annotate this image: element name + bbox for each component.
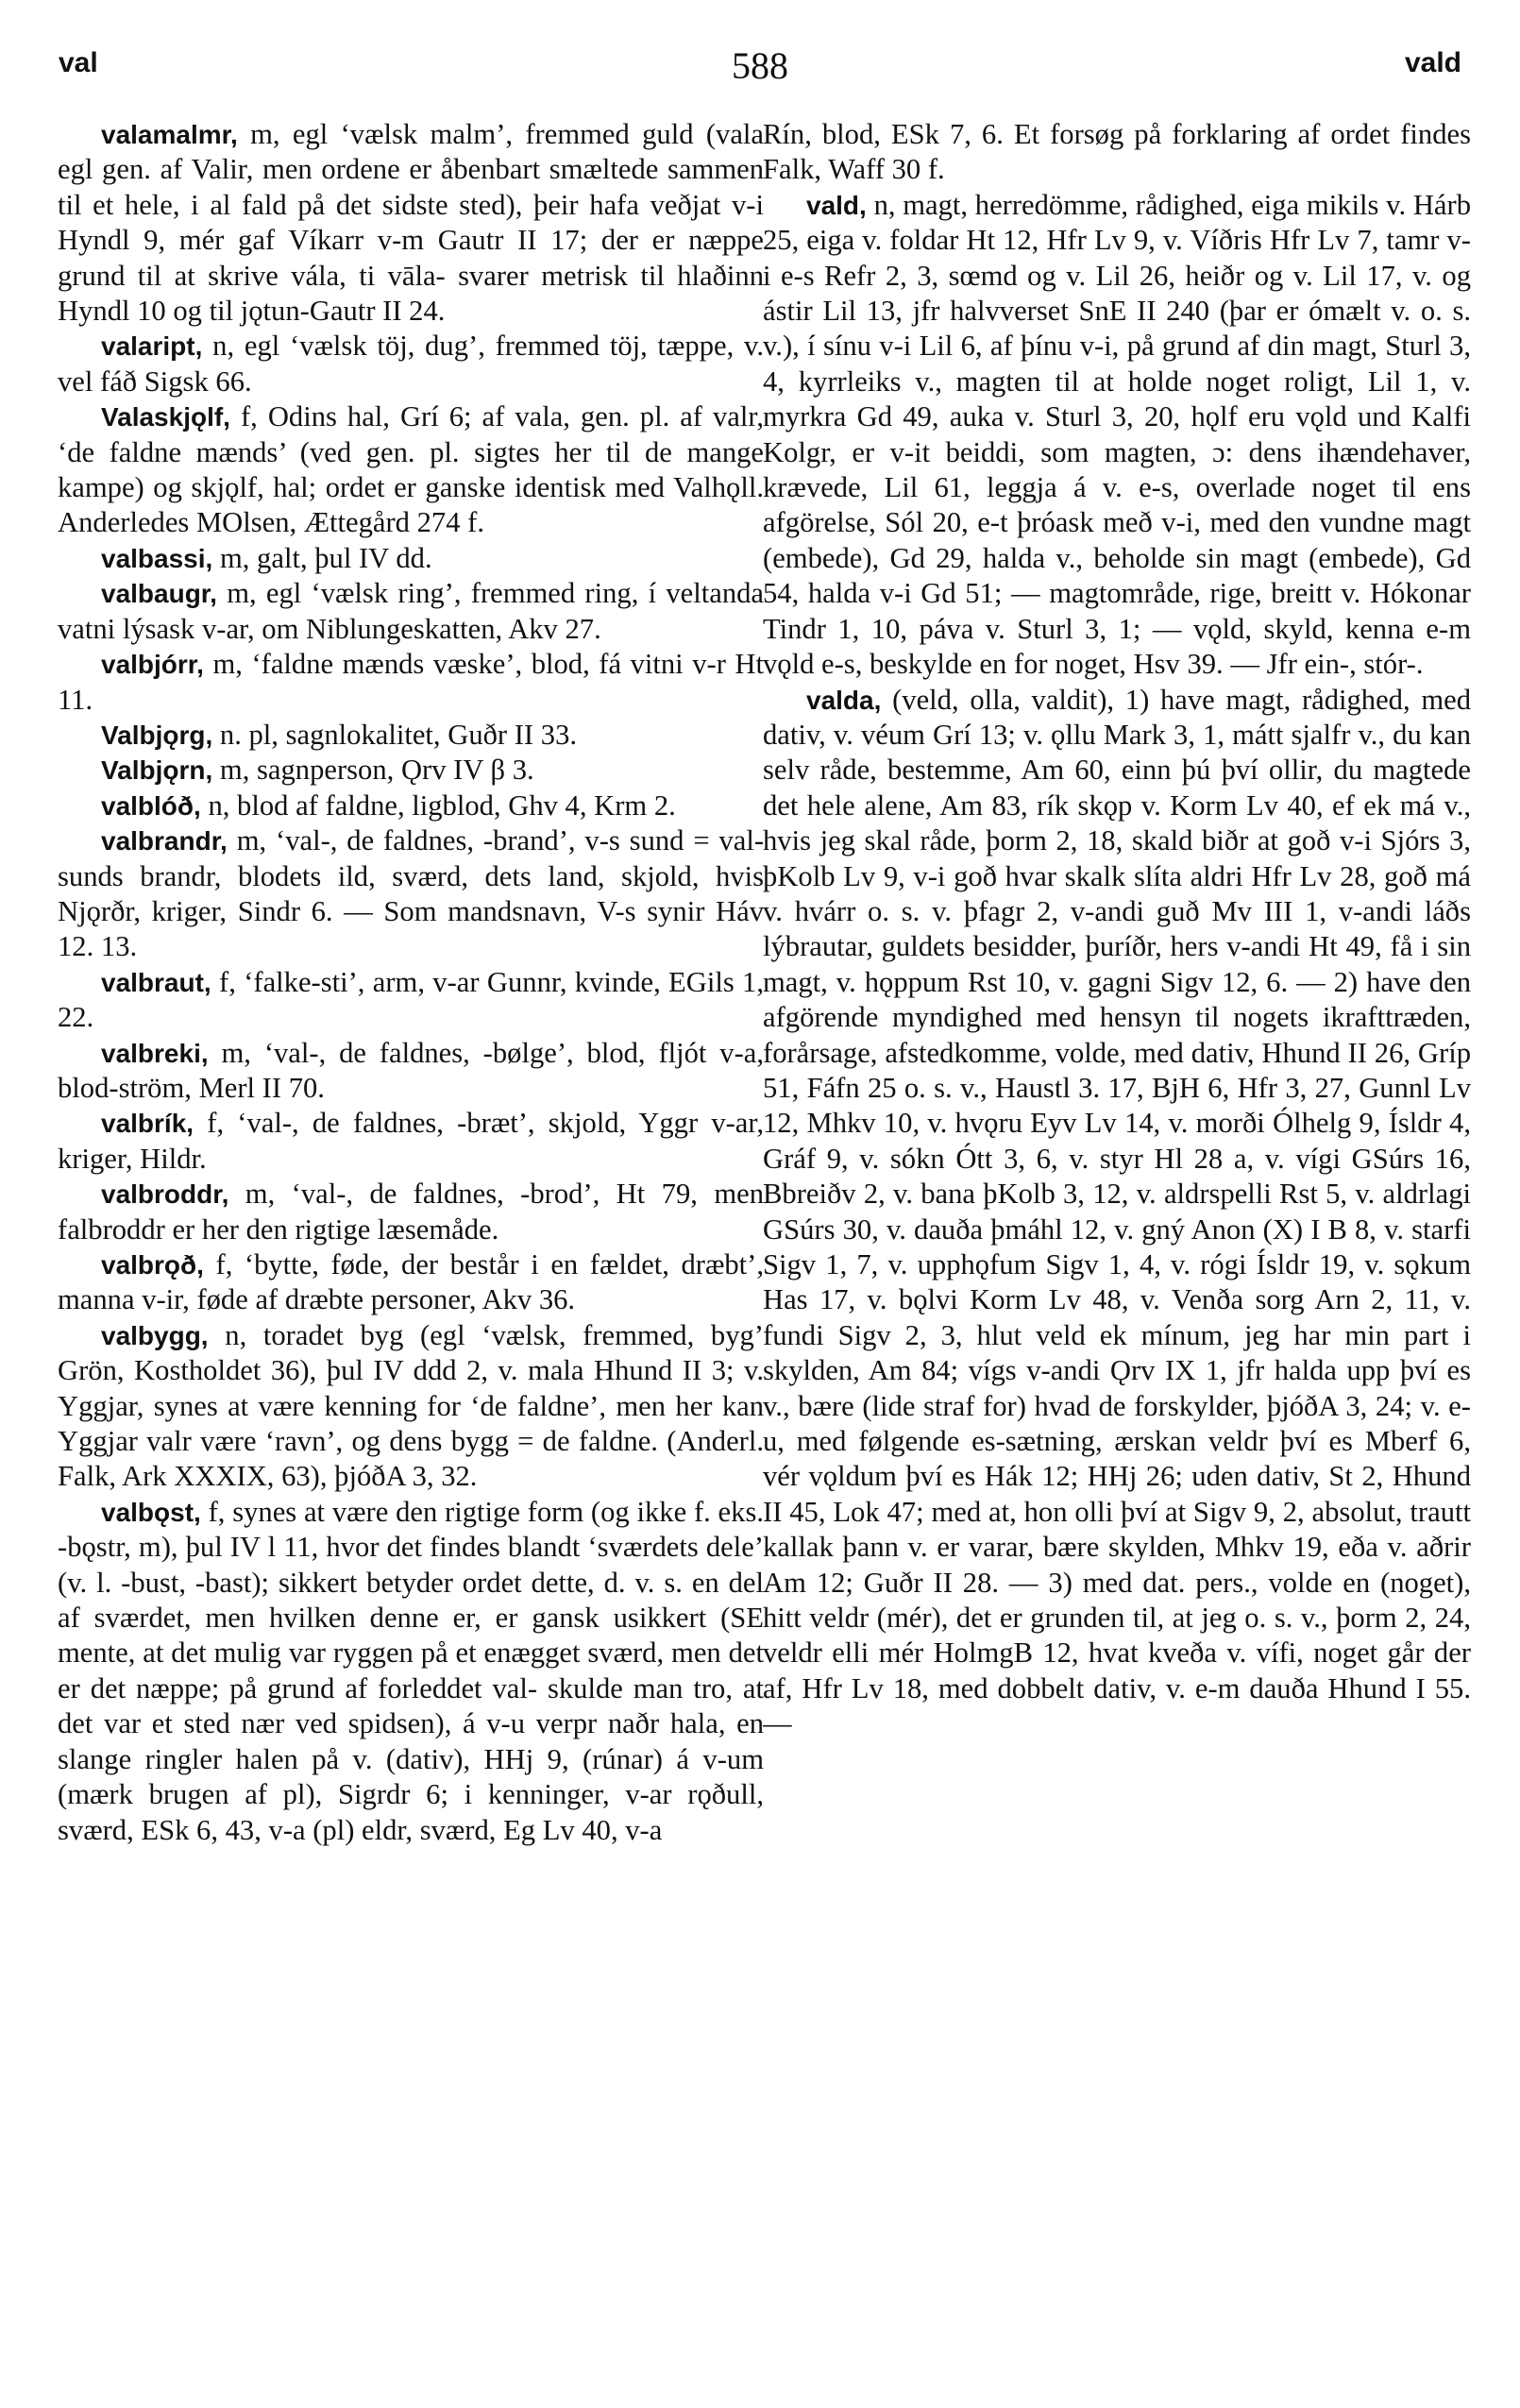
left-guide-word: val xyxy=(59,47,98,78)
dictionary-entry xyxy=(58,329,764,399)
entry-text: m, egl ‘vælsk ring’, fremmed ring, í veltanda vatni lýsask v-ar, om Niblungeskatten, Akv 27. xyxy=(58,577,764,645)
entry-text: n, blod af faldne, ligblod, Ghv 4, Krm 2. xyxy=(208,789,676,822)
dictionary-entry xyxy=(58,576,764,647)
dictionary-entry xyxy=(58,1318,764,1495)
page-header xyxy=(0,44,1520,87)
dictionary-entry xyxy=(58,399,764,541)
entry-text: n, magt, herredömme, rådighed, eiga mikils v. Hárb 25, eiga v. foldar Ht 12, Hfr Lv 9, v. Víðris Hfr Lv 7, tamr v-i e-s Refr 2, 3, sœmd og v. Lil 26, heiðr og v. Lil 17, v. og ástir Lil 13, jfr halvverset SnE II 240 (þar er ómælt v. o. s. v.), í sínu v-i Lil 6, af þínu v-i, på grund af din magt, Sturl 3, 4, kyrrleiks v., magten til at holde noget roligt, Lil 1, v. myrkra Gd 49, auka v. Sturl 3, 20, hǫlf eru vǫld und Kalfi Kolgr, er v-it beiddi, som magten, ɔ: dens ihændehaver, krævede, Lil 61, leggja á v. e-s, overlade noget til ens afgörelse, Sól 20, e-t þróask með v-i, med den vundne magt (embede), Gd 29, halda v., beholde sin magt (embede), Gd 54, halda v-i Gd 51; — magtområde, rige, breitt v. Hókonar Tindr 1, 10, páva v. Sturl 3, 1; — vǫld, skyld, kenna e-m vǫld e-s, beskylde en for noget, Hsv 39. — Jfr ein-, stór-. xyxy=(763,188,1471,681)
entry-headword: valbǫst, xyxy=(101,1497,201,1527)
entry-text: f, synes at være den rigtige form (og ikke f. eks. -bǫstr, m), þul IV l 11, hvor det findes blandt ‘sværdets dele’ (v. l. -bust, -bast); sikkert betyder ordet dette, d. v. s. en del af sværdet, men hvilken denne er, er gansk usikkert (SE mente, at det mulig var ryggen på et enægget sværd, men det er det næppe; på grund af forleddet val- skulde man tro, at det var et sted nær ved spidsen), á v-u verpr naðr hala, en slange ringler halen på v. (dativ), HHj 9, (rúnar) á v-um (mærk brugen af pl), Sigrdr 6; i kenninger, v-ar rǫðull, sværd, ESk 6, 43, v-a (pl) eldr, sværd, Eg Lv 40, v-a xyxy=(58,1495,764,1846)
dictionary-entry-continuation xyxy=(763,117,1471,188)
entry-text: n. pl, sagnlokalitet, Guðr II 33. xyxy=(219,718,578,751)
entry-headword: valbaugr, xyxy=(101,579,217,609)
dictionary-entry xyxy=(58,1036,764,1107)
entry-text: m, galt, þul IV dd. xyxy=(219,541,432,574)
dictionary-entry xyxy=(763,683,1471,1742)
entry-text: (veld, olla, valdit), 1) have magt, rådighed, med dativ, v. véum Grí 13; v. ǫllu Mark 3, 1, mátt sjalfr v., du kan selv råde, bestemme, Am 60, einn þú því ollir, du magtede det hele alene, Am 83, rík skǫp v. Korm Lv 40, ef ek má v., hvis jeg skal råde, þorm 2, 18, skald biðr at goð v-i Sjórs 3, þKolb Lv 9, v-i goð hvar skalk slíta aldri Hfr Lv 28, goð má v. hvárr o. s. v. þfagr 2, v-andi guð Mv III 1, v-andi láðs lýbrautar, guldets besidder, þuríðr, hers v-andi Ht 49, få i sin magt, v. hǫppum Rst 10, v. gagni Sigv 12, 6. — 2) have den afgörende myndighed med hensyn til nogets ikrafttræden, forårsage, afstedkomme, volde, med dativ, Hhund II 26, Gríp 51, Fáfn 25 o. s. v., Haustl 3. 17, BjH 6, Hfr 3, 27, Gunnl Lv 12, Mhkv 10, v. hvǫru Eyv Lv 14, v. morði Ólhelg 9, Ísldr 4, Gráf 9, v. sókn Ótt 3, 6, v. styr Hl 28 a, v. vígi GSúrs 16, Bbreiðv 2, v. bana þKolb 3, 12, v. aldrspelli Rst 5, v. aldrlagi GSúrs 30, v. dauða þmáhl 12, v. gný Anon (X) I B 8, v. starfi Sigv 1, 7, v. upphǫfum Sigv 1, 4, v. rógi Ísldr 19, v. sǫkum Has 17, v. bǫlvi Korm Lv 48, v. Venða sorg Arn 2, 11, v. fundi Sigv 2, 3, hlut veld ek mínum, jeg har min part i skylden, Am 84; vígs v-andi Ǫrv IX 1, jfr halda upp því es v., bære (lide straf for) hvad de forskylder, þjóðA 3, 24; v. e-u, med følgende es-sætning, ærskan veldr því es Mberf 6, vér vǫldum því es Hák 12; HHj 26; uden dativ, St 2, Hhund II 45, Lok 47; med at, hon olli því at Sigv 9, 2, absolut, trautt kallak þann v. er varar, bære skylden, Mhkv 19, eða v. aðrir Am 12; Guðr II 28. — 3) med dat. pers., volde en (noget), hitt veldr (mér), det er grunden til, at jeg o. s. v., þorm 2, 24, veldr elli mér HolmgB 12, hvat kveða v. vífi, noget går der af, Hfr Lv 18, med dobbelt dativ, v. e-m dauða Hhund I 55. — xyxy=(763,683,1471,1740)
entry-headword: valbassi, xyxy=(101,543,213,573)
right-guide-word: vald xyxy=(1404,47,1461,78)
entry-text: m, ‘val-, de faldnes, -brod’, Ht 79, men falbroddr er her den rigtige læsemåde. xyxy=(58,1178,764,1246)
entry-text: Rín, blod, ESk 7, 6. Et forsøg på forklaring af ordet findes Falk, Waff 30 f. xyxy=(763,118,1471,186)
entry-headword: valbrǫð, xyxy=(101,1250,204,1280)
entry-headword: Valbjǫrg, xyxy=(101,720,213,750)
dictionary-entry xyxy=(58,117,764,329)
entry-text: f, ‘val-, de faldnes, -bræt’, skjold, Yggr v-ar, kriger, Hildr. xyxy=(58,1107,764,1175)
dictionary-entry xyxy=(58,541,764,576)
entry-text: m, ‘val-, de faldnes, -brand’, v-s sund = val-sunds brandr, blodets ild, sværd, dets land, skjold, hvis Njǫrðr, kriger, Sindr 6. — Som mandsnavn, V-s synir Háv 12. 13. xyxy=(58,824,764,963)
entry-text: m, ‘faldne mænds væske’, blod, fá vitni v-r Ht 11. xyxy=(58,648,764,716)
entry-text: f, ‘falke-sti’, arm, v-ar Gunnr, kvinde, EGils 1, 22. xyxy=(58,965,764,1034)
dictionary-entry xyxy=(58,1106,764,1177)
dictionary-entry xyxy=(58,718,764,753)
dictionary-entry xyxy=(58,965,764,1036)
entry-text: m, sagnperson, Ǫrv IV β 3. xyxy=(219,754,534,787)
dictionary-entry xyxy=(58,647,764,718)
entry-headword: valblóð, xyxy=(101,790,201,821)
entry-text: m, ‘val-, de faldnes, -bølge’, blod, fljót v-a, blod-ström, Merl II 70. xyxy=(58,1036,764,1104)
entry-headword: valbraut, xyxy=(101,967,211,997)
entry-headword: valbreki, xyxy=(101,1038,209,1068)
entry-text: m, egl ‘vælsk malm’, fremmed guld (vala egl gen. af Valir, men ordene er åbenbart smæltede sammen til et hele, i al fald på det sidste sted), þeir hafa veðjat v-i Hyndl 9, mér gaf Víkarr v-m Gautr II 17; der er næppe grund til at skrive vála, ti vāla- svarer metrisk til hlaðinn Hyndl 10 og til jǫtun-Gautr II 24. xyxy=(58,118,764,328)
dictionary-entry xyxy=(58,753,764,788)
right-column xyxy=(763,117,1471,2383)
entry-headword: Valaskjǫlf, xyxy=(101,402,230,432)
dictionary-entry xyxy=(763,188,1471,683)
entry-headword: valamalmr, xyxy=(101,120,238,149)
dictionary-entry xyxy=(58,789,764,823)
entry-headword: Valbjǫrn, xyxy=(101,755,213,786)
page-number: 588 xyxy=(732,44,788,87)
entry-text: n, egl ‘vælsk töj, dug’, fremmed töj, tæppe, v. vel fáð Sigsk 66. xyxy=(58,330,764,398)
entry-headword: valbjórr, xyxy=(101,650,204,680)
left-column xyxy=(58,117,764,2383)
entry-text: f, Odins hal, Grí 6; af vala, gen. pl. af valr, ‘de faldne mænds’ (ved gen. pl. sigtes her til de mange kampe) og skjǫlf, hal; ordet er ganske identisk med Valhǫll. Anderledes MOlsen, Ættegård 274 f. xyxy=(58,400,764,539)
entry-text: n, toradet byg (egl ‘vælsk, fremmed, byg’ Grön, Kostholdet 36), þul IV ddd 2, v. mala Hhund II 3; v. Yggjar, synes at være kenning for ‘de faldne’, men her kan Yggjar valr være ‘ravn’, og dens bygg = de faldne. (Anderl. Falk, Ark XXXIX, 63), þjóðA 3, 32. xyxy=(58,1318,764,1493)
dictionary-entry xyxy=(58,823,764,965)
entry-headword: valaript, xyxy=(101,331,203,362)
entry-headword: valbrandr, xyxy=(101,826,228,856)
dictionary-entry xyxy=(58,1177,764,1247)
entry-headword: valbygg, xyxy=(101,1320,209,1350)
entry-text: f, ‘bytte, føde, der består i en fældet, dræbt’, manna v-ir, føde af dræbte personer, Akv 36. xyxy=(58,1248,764,1316)
dictionary-entry xyxy=(58,1247,764,1318)
entry-headword: vald, xyxy=(806,190,867,220)
entry-headword: valbroddr, xyxy=(101,1179,229,1210)
entry-headword: valbrík, xyxy=(101,1109,194,1139)
entry-headword: valda, xyxy=(806,685,882,715)
dictionary-entry xyxy=(58,1495,764,1848)
